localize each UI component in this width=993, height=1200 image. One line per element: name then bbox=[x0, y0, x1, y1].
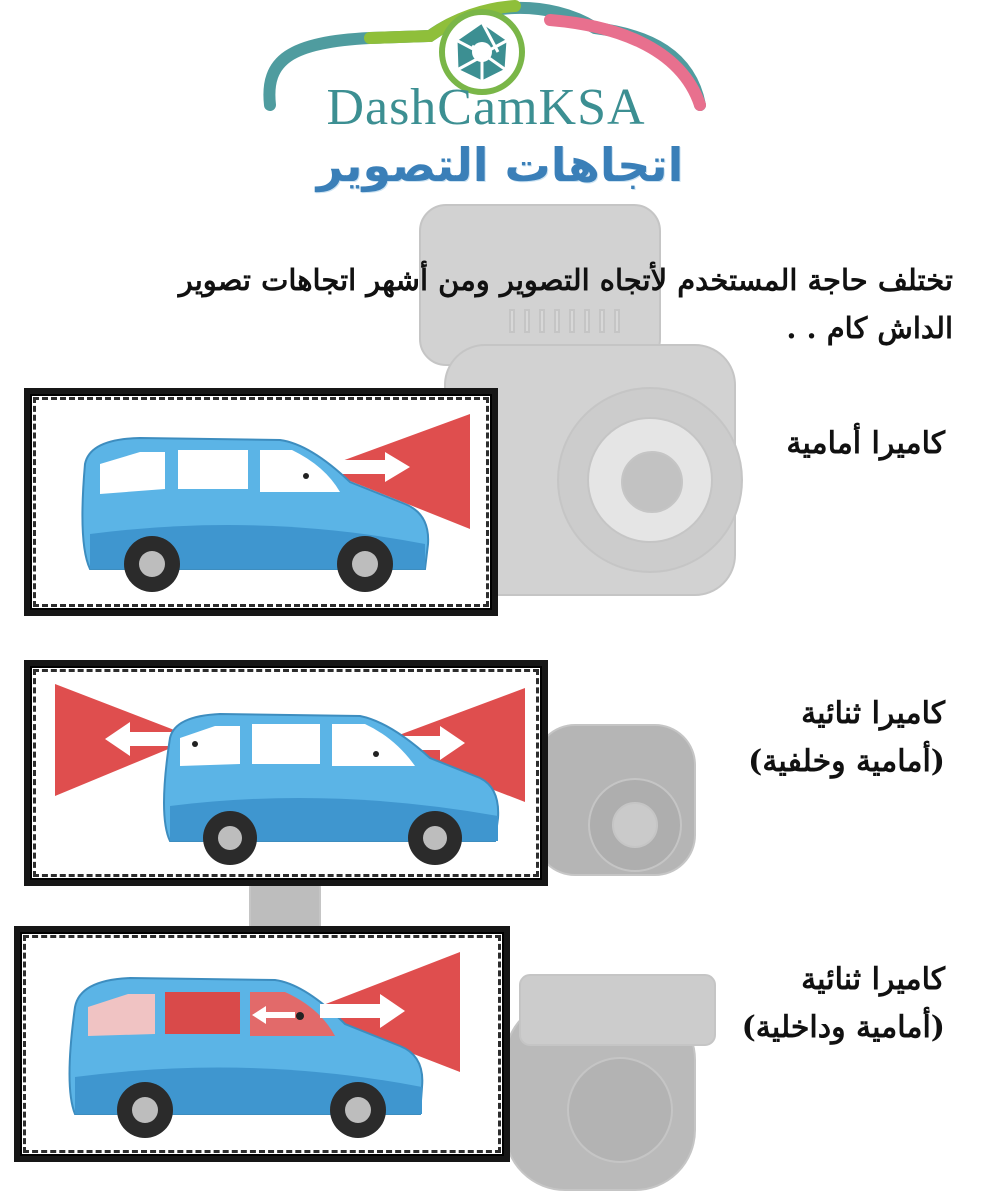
intro-line-2: الداش كام . . bbox=[786, 311, 953, 345]
diagram-panel-front bbox=[24, 388, 498, 616]
section-3-line-2: (أمامية وداخلية) bbox=[741, 1010, 945, 1045]
intro-paragraph bbox=[73, 256, 953, 352]
section-3-line-1: كاميرا ثنائية bbox=[801, 962, 945, 997]
car-front-interior-camera-icon bbox=[20, 932, 504, 1156]
diagram-panel-front-interior bbox=[14, 926, 510, 1162]
page-title: اتجاهات التصوير bbox=[316, 138, 684, 192]
section-2-line-2: (أمامية وخلفية) bbox=[748, 744, 945, 779]
intro-line-1: تختلف حاجة المستخدم لأتجاه التصوير ومن أشهر اتجاهات تصوير bbox=[178, 263, 953, 297]
section-2-line-1: كاميرا ثنائية bbox=[801, 696, 945, 731]
section-1-line-1: كاميرا أمامية bbox=[786, 426, 945, 461]
diagram-panel-front-rear bbox=[24, 660, 548, 886]
section-label-front-rear bbox=[748, 690, 945, 786]
car-front-camera-icon bbox=[30, 394, 492, 610]
car-front-rear-camera-icon bbox=[30, 666, 542, 880]
section-label-front bbox=[786, 420, 945, 468]
logo-wordmark: DashCamKSA bbox=[326, 79, 646, 136]
section-label-front-interior bbox=[742, 956, 945, 1052]
